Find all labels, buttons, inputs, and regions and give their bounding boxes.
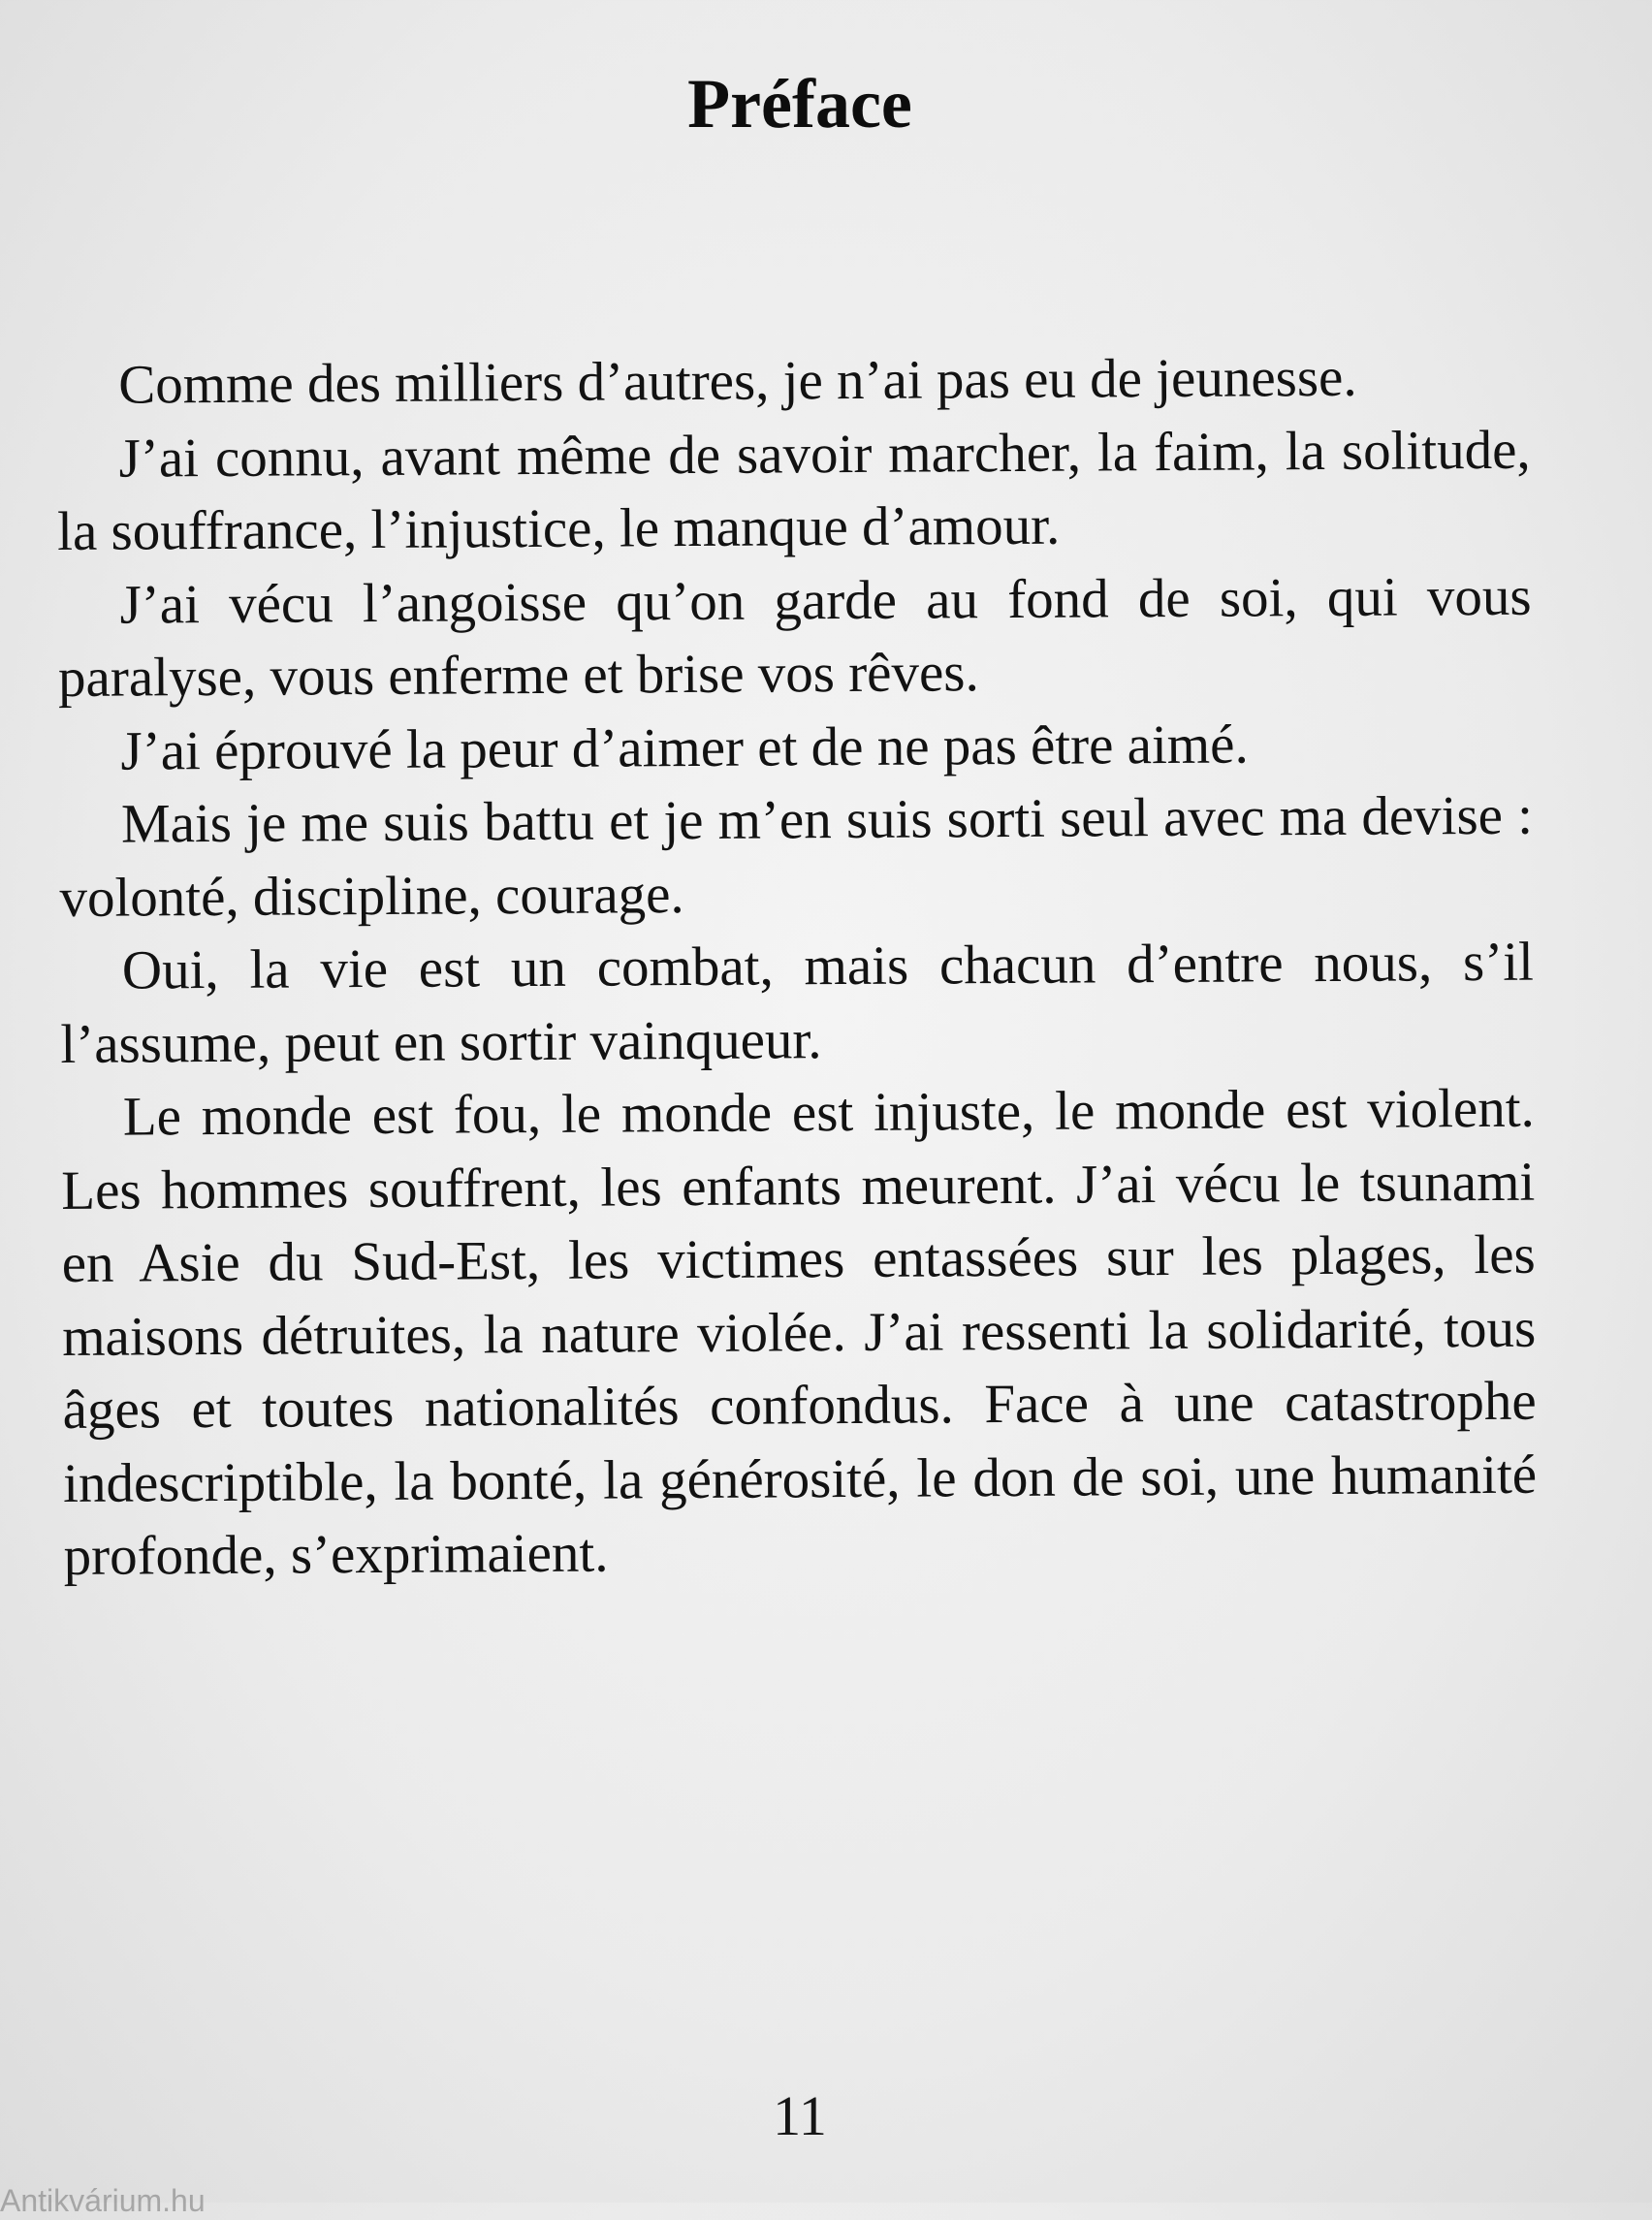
paragraph: Le monde est fou, le monde est injuste, le monde est violent. Les hommes souffrent, les enfants meurent. J’ai vécu le tsunami en Asie du Sud-Est, les victimes entassées sur les plages, les maisons détruites, la nature violée. J’ai ressenti la solidarité, tous âges et toutes nationalités confondus. Face à une catastrophe indescriptible, la bonté, la générosité, le don de soi, une humanité profonde, s’exprimaient. (61, 1077, 1538, 1587)
watermark-text: Antikvárium.hu (0, 2183, 206, 2218)
preface-body (56, 340, 1538, 1594)
paragraph: Oui, la vie est un combat, mais chacun d’entre nous, s’il l’assume, peut en sortir vainqueur. (60, 931, 1535, 1075)
paragraph: Mais je me suis battu et je m’en suis sorti seul avec ma devise : volonté, discipline, courage. (59, 784, 1534, 929)
page-number: 11 (773, 2084, 827, 2147)
page-title: Préface (687, 65, 912, 143)
paragraph: J’ai éprouvé la peur d’aimer et de ne pas être aimé. (120, 713, 1249, 782)
paragraph: Comme des milliers d’autres, je n’ai pas eu de jeunesse. (118, 346, 1357, 416)
paragraph: J’ai vécu l’angoisse qu’on garde au fond de soi, qui vous paralyse, vous enferme et brise vos rêves. (57, 565, 1532, 709)
paragraph: J’ai connu, avant même de savoir marcher, la faim, la solitude, la souffrance, l’injustice, le manque d’amour. (56, 419, 1531, 562)
